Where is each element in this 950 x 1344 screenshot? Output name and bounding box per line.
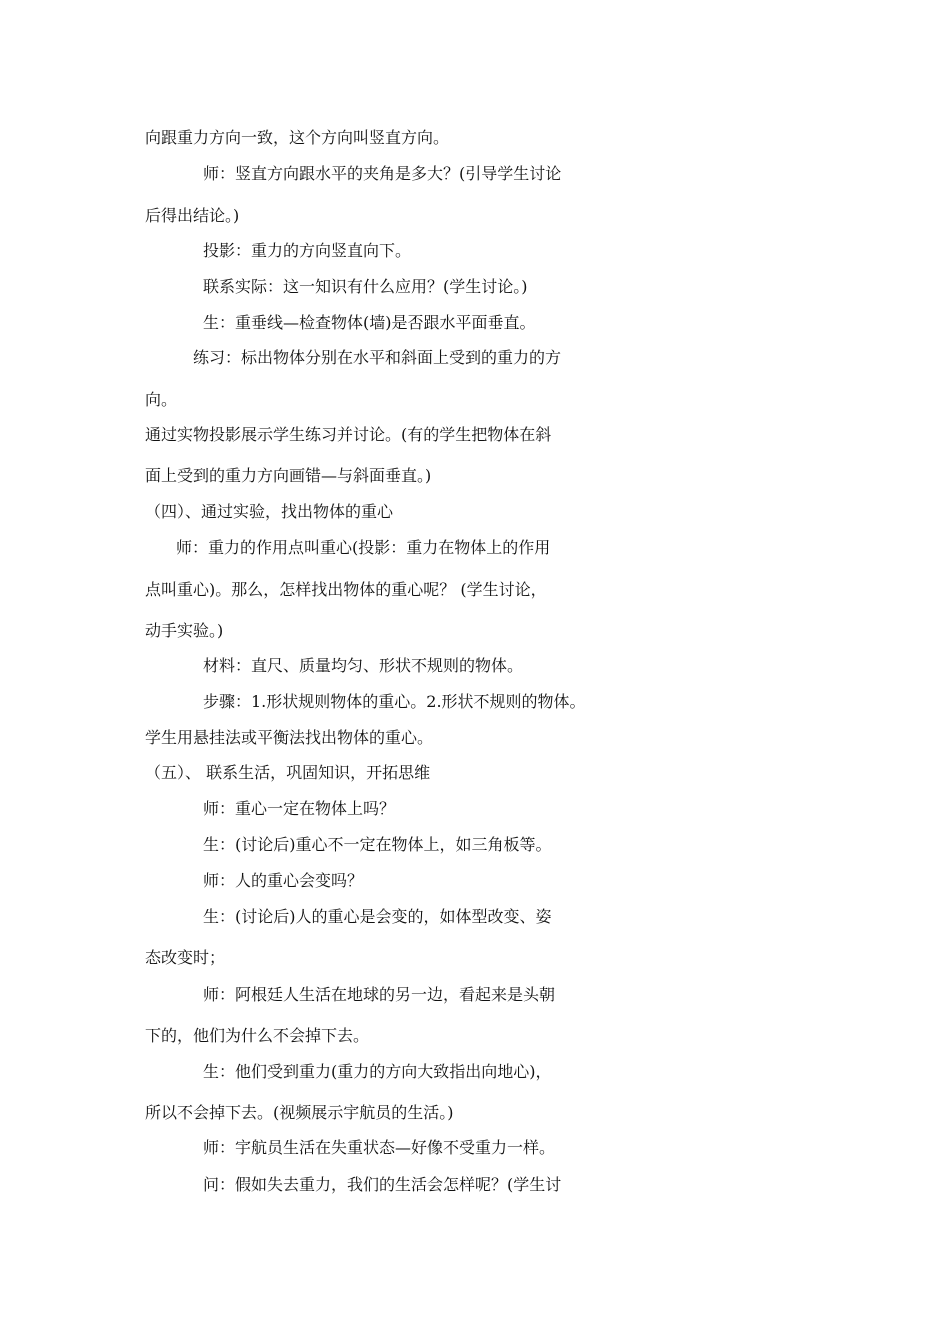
- section-heading: （四）、通过实验，找出物体的重心: [145, 502, 394, 521]
- text-line: 动手实验。): [145, 621, 224, 640]
- text-line: 生：(讨论后)人的重心是会变的，如体型改变、姿: [203, 907, 552, 926]
- text-line: 投影：重力的方向竖直向下。: [203, 241, 412, 260]
- text-line: 师：重心一定在物体上吗？: [203, 799, 396, 818]
- section-heading: （五）、 联系生活，巩固知识，开拓思维: [145, 763, 431, 782]
- text-line: 面上受到的重力方向画错—与斜面垂直。): [145, 466, 432, 485]
- text-line: 向跟重力方向一致，这个方向叫竖直方向。: [145, 128, 450, 147]
- text-line: 生：(讨论后)重心不一定在物体上，如三角板等。: [203, 835, 552, 854]
- text-line: 联系实际：这一知识有什么应用？(学生讨论。): [203, 277, 528, 296]
- text-line: 下的，他们为什么不会掉下去。: [145, 1026, 370, 1045]
- text-line: 所以不会掉下去。(视频展示宇航员的生活。): [145, 1103, 454, 1122]
- text-line: 生：他们受到重力(重力的方向大致指出向地心)，: [203, 1062, 552, 1081]
- text-line: 向。: [145, 390, 178, 409]
- text-line: 态改变时；: [145, 948, 226, 967]
- text-line: 问：假如失去重力，我们的生活会怎样呢？(学生讨: [203, 1175, 562, 1194]
- text-line: 练习：标出物体分别在水平和斜面上受到的重力的方: [193, 348, 562, 367]
- text-line: 学生用悬挂法或平衡法找出物体的重心。: [145, 728, 434, 747]
- text-line: 生：重垂线—检查物体(墙)是否跟水平面垂直。: [203, 313, 536, 332]
- text-line: 师：宇航员生活在失重状态—好像不受重力一样。: [203, 1138, 556, 1157]
- text-line: 后得出结论。): [145, 206, 240, 225]
- text-line: 通过实物投影展示学生练习并讨论。(有的学生把物体在斜: [145, 425, 552, 444]
- text-line: 点叫重心)。那么，怎样找出物体的重心呢？ (学生讨论，: [145, 580, 547, 599]
- text-line: 师：重力的作用点叫重心(投影：重力在物体上的作用: [176, 538, 551, 557]
- text-line: 师：竖直方向跟水平的夹角是多大？(引导学生讨论: [203, 164, 562, 183]
- text-line: 师：阿根廷人生活在地球的另一边，看起来是头朝: [203, 985, 556, 1004]
- text-line: 步骤：1.形状规则物体的重心。2.形状不规则的物体。: [203, 692, 586, 711]
- text-line: 材料：直尺、质量均匀、形状不规则的物体。: [203, 656, 524, 675]
- text-line: 师：人的重心会变吗？: [203, 871, 364, 890]
